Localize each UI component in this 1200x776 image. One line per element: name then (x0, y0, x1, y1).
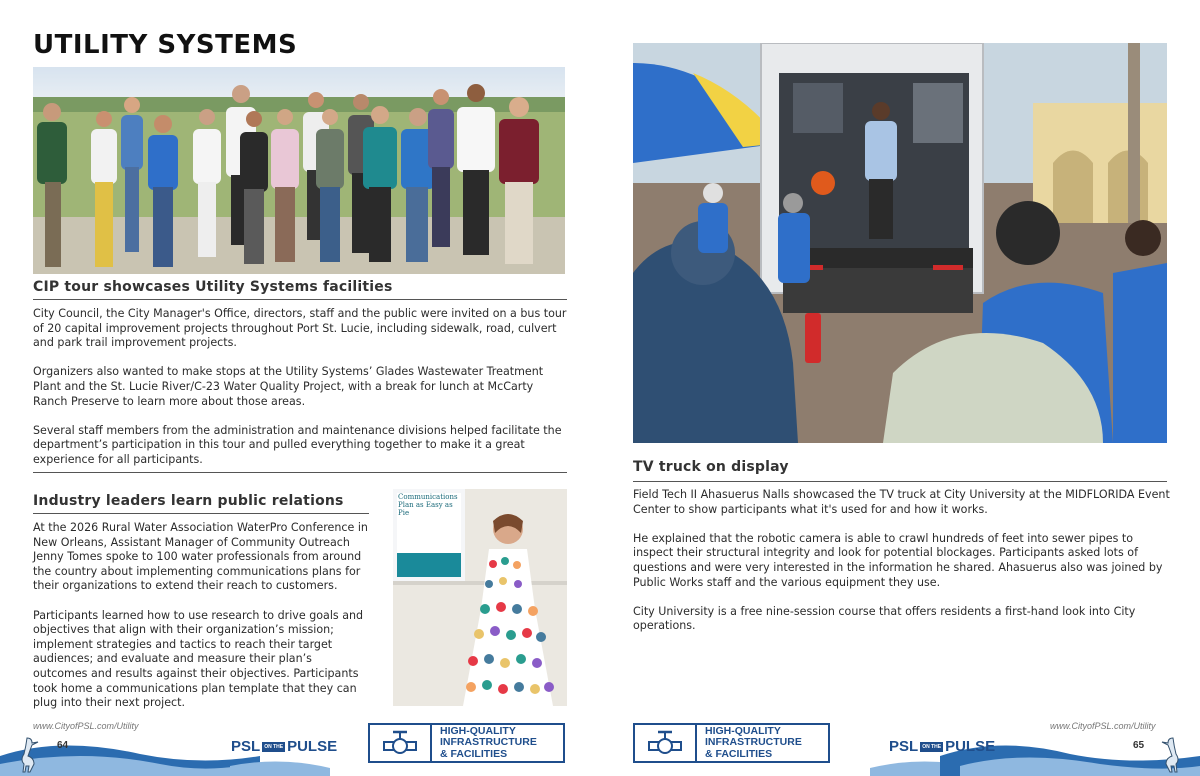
presentation-screen-text: Communications Plan as Easy as Pie (398, 493, 458, 517)
heading-divider (33, 299, 567, 300)
cip-tour-body (33, 307, 567, 482)
group-photo (33, 67, 565, 274)
section-heading-tv-truck: TV truck on display (633, 459, 789, 475)
valve-icon (635, 725, 697, 761)
psl-pulse-logo (889, 738, 995, 755)
infrastructure-badge (633, 723, 830, 763)
paragraph: Participants learned how to use research to drive goals and objectives that align with their organization’s mission; implement strategies and tactics to reach their target audiences; and evaluate and measure their plan’s outcomes and results against their objectives. Participants took home a communications plan template that they can plug into their next project. (33, 608, 364, 710)
paragraph: City Council, the City Manager's Office, directors, staff and the public were invited on a bus tour of 20 capital improvement projects throughout Port St. Lucie, including sidewalk, road, culvert and park trail improvement projects. (33, 307, 567, 350)
badge-line-1: HIGH-QUALITY (705, 724, 781, 737)
public-relations-body (33, 521, 369, 725)
heading-divider (633, 481, 1167, 482)
heron-icon (12, 736, 42, 776)
section-divider (33, 472, 567, 473)
paragraph: City University is a free nine-session course that offers residents a first-hand look into City operations. (633, 604, 1136, 633)
badge-line-1: HIGH-QUALITY (440, 724, 516, 737)
heading-divider (33, 513, 369, 514)
section-heading-cip-tour: CIP tour showcases Utility Systems facilities (33, 279, 393, 295)
page-title: UTILITY SYSTEMS (33, 30, 298, 60)
section-heading-public-relations: Industry leaders learn public relations (33, 493, 344, 509)
logo-pulse: PULSE (945, 738, 996, 755)
valve-icon (370, 725, 432, 761)
page-number: 65 (1133, 740, 1145, 751)
footer-url: www.CityofPSL.com/Utility (33, 721, 139, 731)
page-number: 64 (57, 740, 69, 751)
speaker-photo (393, 489, 567, 706)
footer-url: www.CityofPSL.com/Utility (1050, 721, 1156, 731)
paragraph: At the 2026 Rural Water Association WaterPro Conference in New Orleans, Assistant Manager of Community Outreach Jenny Tomes spoke to 100 water professionals from around the country about implementing communications plans for their organizations to extend their reach to customers. (33, 521, 368, 593)
psl-pulse-logo (231, 738, 337, 755)
logo-pulse: PULSE (287, 738, 338, 755)
right-page (600, 0, 1200, 776)
badge-line-3: & FACILITIES (705, 747, 773, 760)
paragraph: Field Tech II Ahasuerus Nalls showcased the TV truck at City University at the MIDFLORIDA Event Center to show participants what it's used for and how it works. (633, 488, 1170, 516)
logo-on-the: ON THE (922, 744, 942, 751)
logo-psl: PSL (231, 738, 261, 755)
badge-line-2: INFRASTRUCTURE (440, 736, 537, 749)
badge-line-3: & FACILITIES (440, 747, 508, 760)
paragraph: He explained that the robotic camera is able to crawl hundreds of feet into sewer pipes to inspect their structural integrity and look for potential blockages. Participants asked lots of questions and were very interested in the information he shared. Ahasuerus also was joined by Public Works staff and the various equipment they use. (633, 531, 1163, 589)
logo-on-the: ON THE (264, 744, 284, 751)
infrastructure-badge (368, 723, 565, 763)
badge-line-2: INFRASTRUCTURE (705, 736, 802, 749)
paragraph: Several staff members from the administration and maintenance divisions helped facilitate the department’s participation in this tour and pulled everything together to make it a great experience for all participants. (33, 423, 562, 466)
heron-icon (1158, 736, 1188, 776)
logo-psl: PSL (889, 738, 919, 755)
tv-truck-body (633, 488, 1173, 649)
tv-truck-photo (633, 43, 1167, 443)
paragraph: Organizers also wanted to make stops at the Utility Systems’ Glades Wastewater Treatment Plant and the St. Lucie River/C-23 Water Quality Project, with a break for lunch at McCarty Ranch Preserve to learn more about those areas. (33, 365, 544, 408)
